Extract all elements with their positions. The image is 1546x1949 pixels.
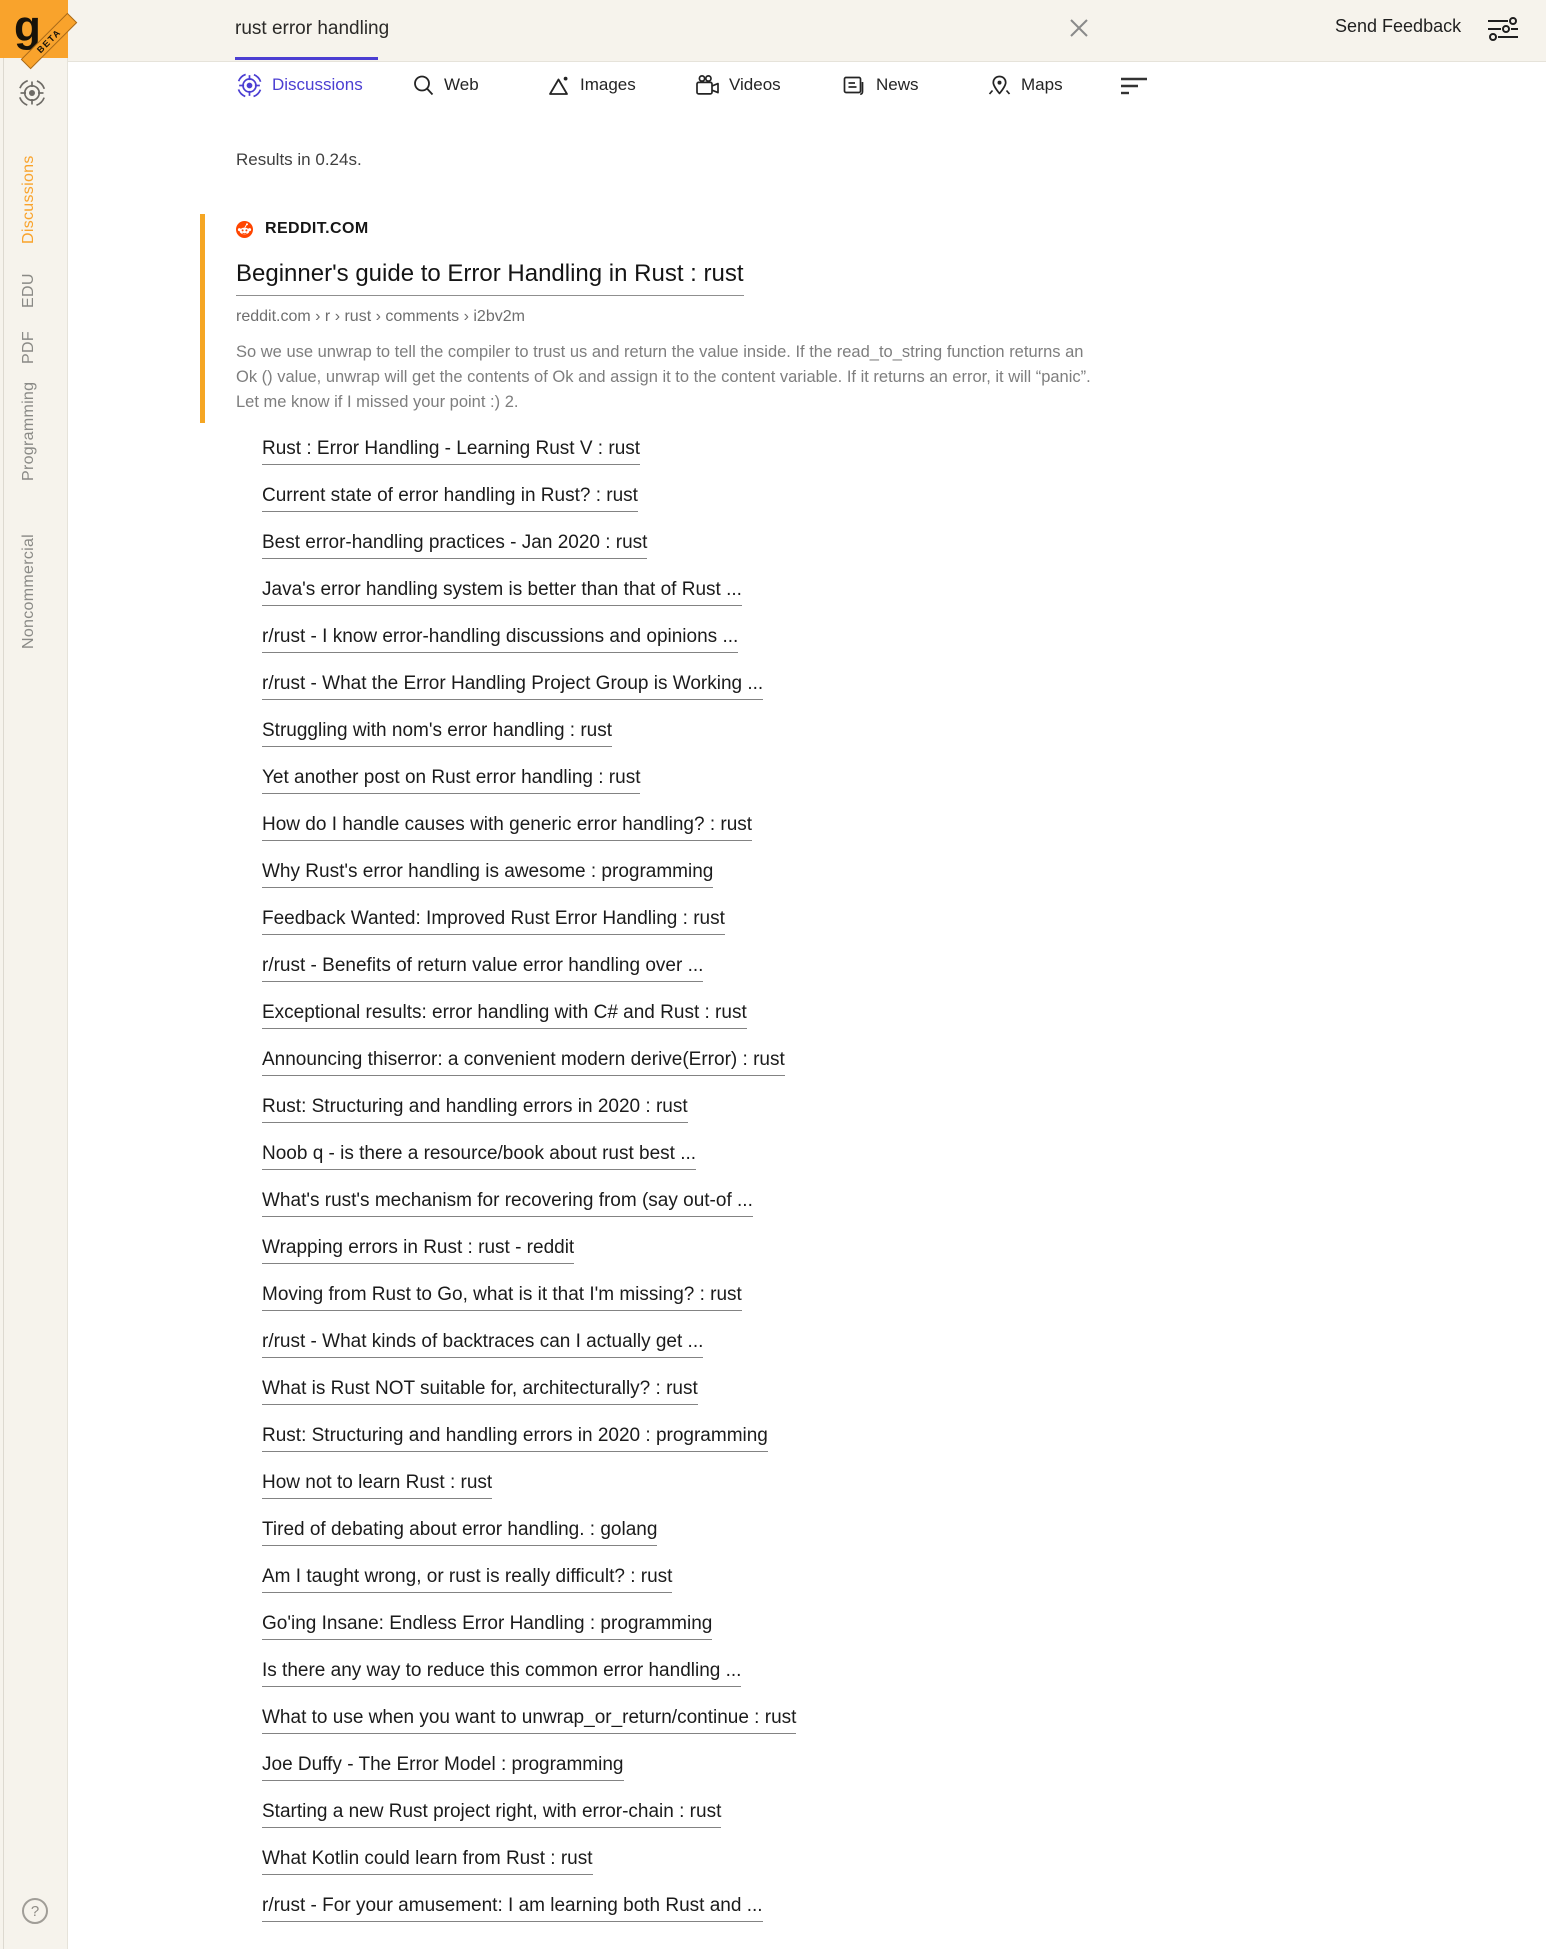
result-link[interactable]: Why Rust's error handling is awesome : programming (262, 861, 713, 888)
result-link-row (262, 438, 796, 465)
result-link[interactable]: Java's error handling system is better than that of Rust ... (262, 579, 742, 606)
result-link[interactable]: r/rust - What kinds of backtraces can I actually get ... (262, 1331, 703, 1358)
tab-label: Images (580, 75, 636, 94)
result-link[interactable]: What is Rust NOT suitable for, architecturally? : rust (262, 1378, 698, 1405)
result-link-row (262, 1096, 796, 1123)
result-link[interactable]: Exceptional results: error handling with C# and Rust : rust (262, 1002, 747, 1029)
result-link-row (262, 1519, 796, 1546)
sidebar-item-edu[interactable]: EDU (20, 273, 37, 308)
result-link[interactable]: What Kotlin could learn from Rust : rust (262, 1848, 593, 1875)
result-source: REDDIT.COM (265, 220, 369, 237)
result-link-row (262, 673, 796, 700)
result-link-row (262, 767, 796, 794)
sidebar-divider (3, 0, 4, 1949)
result-link[interactable]: r/rust - What the Error Handling Project Group is Working ... (262, 673, 763, 700)
result-link-row (262, 1613, 796, 1640)
tab-discussions[interactable] (236, 70, 363, 100)
tab-videos[interactable] (695, 70, 781, 100)
tab-images[interactable] (547, 70, 636, 100)
result-title-link[interactable]: Beginner's guide to Error Handling in Rust : rust (236, 260, 744, 296)
result-link[interactable]: r/rust - For your amusement: I am learning both Rust and ... (262, 1895, 763, 1922)
result-link-row (262, 1284, 796, 1311)
result-link-row (262, 1895, 796, 1922)
help-icon: ? (30, 1902, 40, 1920)
search-focus-underline (235, 57, 378, 60)
sidebar (0, 0, 68, 1949)
result-link-row (262, 485, 796, 512)
result-link[interactable]: Starting a new Rust project right, with error-chain : rust (262, 1801, 721, 1828)
result-link[interactable]: Joe Duffy - The Error Model : programming (262, 1754, 624, 1781)
result-link-row (262, 579, 796, 606)
result-link[interactable]: Noob q - is there a resource/book about rust best ... (262, 1143, 696, 1170)
result-link[interactable]: r/rust - Benefits of return value error handling over ... (262, 955, 703, 982)
tab-web[interactable] (412, 70, 479, 100)
sidebar-item-noncommercial[interactable]: Noncommercial (20, 533, 37, 649)
result-link-row (262, 532, 796, 559)
result-link-row (262, 1660, 796, 1687)
tab-label: News (876, 75, 919, 94)
result-link[interactable]: Best error-handling practices - Jan 2020 : rust (262, 532, 647, 559)
sidebar-item-programming[interactable]: Programming (20, 381, 37, 481)
logo-letter: g (14, 2, 41, 51)
result-link-row (262, 1472, 796, 1499)
sidebar-item-discussions[interactable]: Discussions (20, 155, 37, 244)
discussions-target-icon[interactable] (17, 78, 47, 108)
result-link-row (262, 626, 796, 653)
sort-results-icon[interactable] (1120, 74, 1148, 96)
result-link-list (262, 438, 796, 1942)
result-breadcrumb: reddit.com › r › rust › comments › i2bv2m (236, 308, 525, 325)
result-link[interactable]: Announcing thiserror: a convenient modern derive(Error) : rust (262, 1049, 785, 1076)
search-header (68, 0, 1546, 62)
beta-label: BETA (34, 26, 64, 56)
tab-label: Videos (729, 75, 781, 94)
video-camera-icon (695, 74, 720, 97)
result-link-row (262, 1237, 796, 1264)
result-snippet: So we use unwrap to tell the compiler to trust us and return the value inside. If the read_to_string function returns an Ok () value, unwrap will get the contents of Ok and assign it to the content variable. If it returns an error, it will “panic”. Let me know if I missed your point :) 2. (236, 343, 1091, 411)
search-input[interactable]: rust error handling (235, 18, 390, 39)
result-link-row (262, 1002, 796, 1029)
help-button[interactable] (22, 1898, 48, 1924)
tab-news[interactable] (842, 70, 919, 100)
result-link-row (262, 1801, 796, 1828)
mountain-image-icon (547, 74, 571, 97)
clear-search-button[interactable] (1068, 17, 1090, 39)
tab-label: Web (444, 75, 479, 94)
result-link[interactable]: Tired of debating about error handling. : golang (262, 1519, 657, 1546)
result-link[interactable]: Go'ing Insane: Endless Error Handling : programming (262, 1613, 712, 1640)
search-icon (412, 74, 435, 97)
result-link[interactable]: Yet another post on Rust error handling : rust (262, 767, 640, 794)
result-link[interactable]: How not to learn Rust : rust (262, 1472, 492, 1499)
app-logo[interactable] (0, 0, 68, 58)
result-link-row (262, 908, 796, 935)
result-link[interactable]: Current state of error handling in Rust? : rust (262, 485, 638, 512)
result-link-row (262, 720, 796, 747)
result-link[interactable]: Moving from Rust to Go, what is it that I'm missing? : rust (262, 1284, 742, 1311)
result-link[interactable]: Am I taught wrong, or rust is really difficult? : rust (262, 1566, 672, 1593)
result-link-row (262, 814, 796, 841)
result-link[interactable]: Rust: Structuring and handling errors in 2020 : rust (262, 1096, 688, 1123)
result-link[interactable]: Struggling with nom's error handling : rust (262, 720, 612, 747)
sidebar-item-pdf[interactable]: PDF (20, 331, 37, 364)
result-link-row (262, 1566, 796, 1593)
tab-maps[interactable] (987, 70, 1063, 100)
newspaper-icon (842, 74, 867, 97)
result-link-row (262, 1425, 796, 1452)
result-link-row (262, 1143, 796, 1170)
top-result-card (200, 214, 1100, 423)
result-link[interactable]: Rust : Error Handling - Learning Rust V : rust (262, 438, 640, 465)
send-feedback-link[interactable]: Send Feedback (1335, 16, 1462, 36)
result-link-row (262, 1049, 796, 1076)
vertical-tabs (68, 62, 1546, 106)
settings-tune-icon[interactable] (1487, 15, 1519, 43)
result-link-row (262, 955, 796, 982)
reddit-icon (236, 221, 253, 238)
result-link-row (262, 861, 796, 888)
result-link[interactable]: What's rust's mechanism for recovering from (say out-of ... (262, 1190, 753, 1217)
result-link-row (262, 1848, 796, 1875)
map-pin-icon (987, 74, 1012, 97)
result-link[interactable]: Feedback Wanted: Improved Rust Error Handling : rust (262, 908, 725, 935)
result-link[interactable]: What to use when you want to unwrap_or_return/continue : rust (262, 1707, 796, 1734)
tab-label: Maps (1021, 75, 1063, 94)
result-link-row (262, 1754, 796, 1781)
results-timing: Results in 0.24s. (236, 150, 362, 169)
result-link-row (262, 1331, 796, 1358)
result-link-row (262, 1190, 796, 1217)
result-link[interactable]: Wrapping errors in Rust : rust - reddit (262, 1237, 574, 1264)
result-source-row (236, 220, 1100, 238)
tab-label: Discussions (272, 75, 363, 94)
result-link[interactable]: r/rust - I know error-handling discussions and opinions ... (262, 626, 738, 653)
result-link[interactable]: How do I handle causes with generic error handling? : rust (262, 814, 752, 841)
result-link[interactable]: Is there any way to reduce this common error handling ... (262, 1660, 741, 1687)
result-link-row (262, 1378, 796, 1405)
result-link-row (262, 1707, 796, 1734)
discussions-tab-icon (236, 72, 263, 99)
result-link[interactable]: Rust: Structuring and handling errors in 2020 : programming (262, 1425, 768, 1452)
